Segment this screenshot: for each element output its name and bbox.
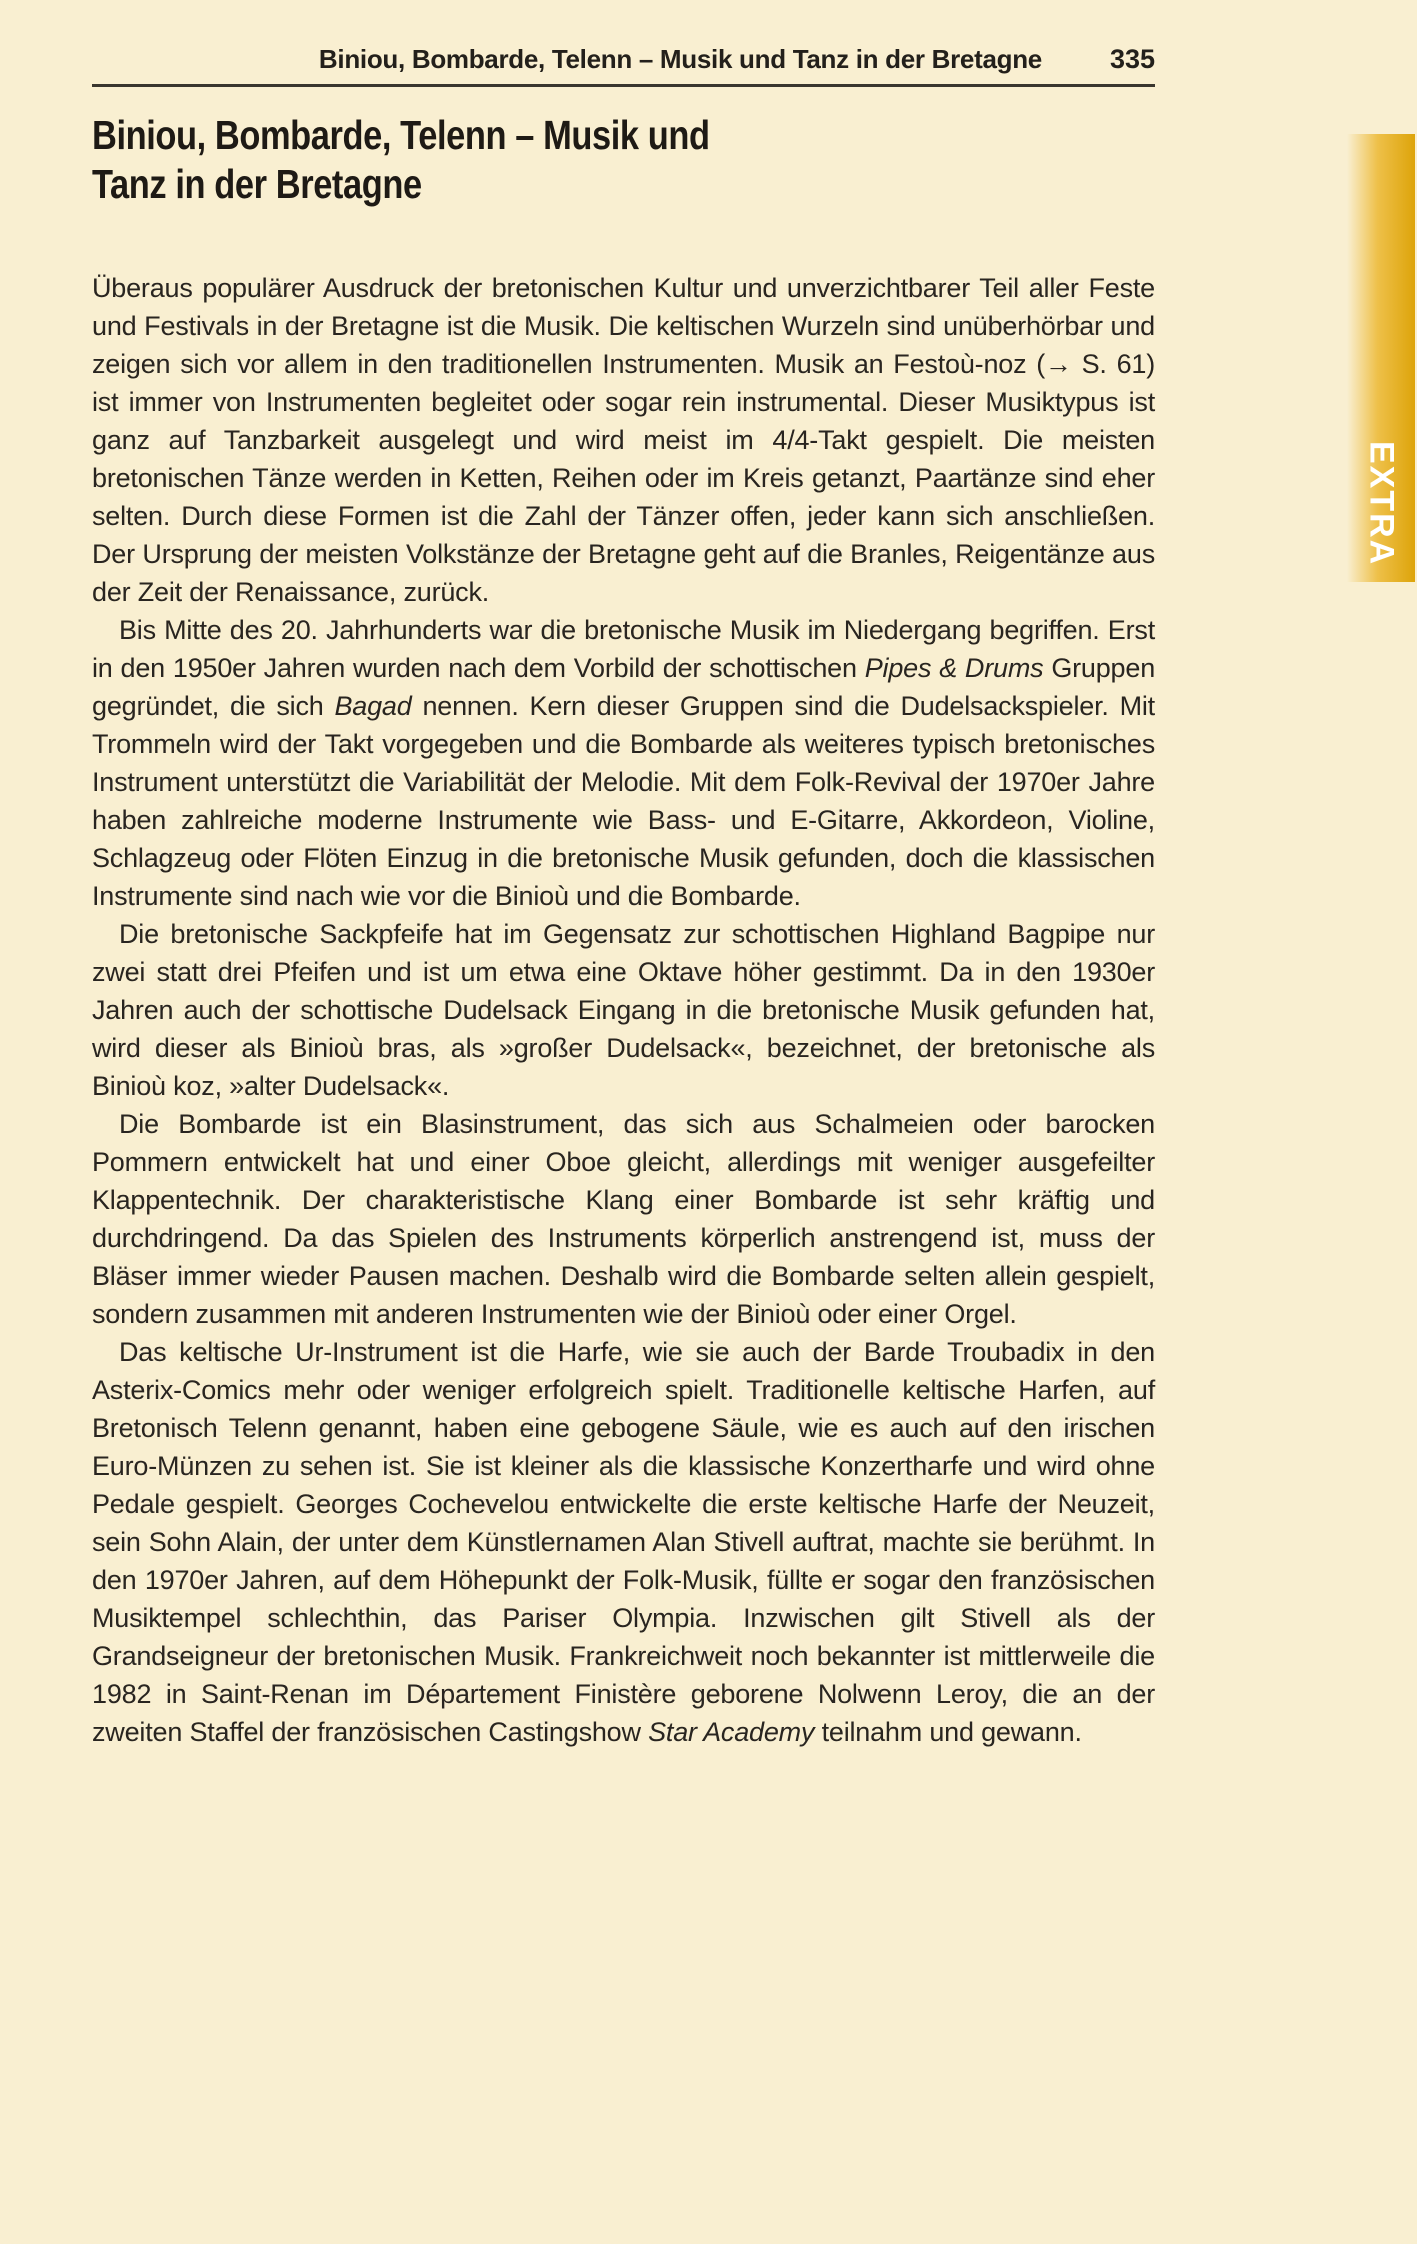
article-body bbox=[92, 269, 1155, 1751]
extra-tab-label: EXTRA bbox=[1362, 440, 1401, 566]
article-title-line2: Tanz in der Bretagne bbox=[92, 161, 422, 207]
page-header bbox=[92, 44, 1155, 87]
italic-text-segment: Pipes & Drums bbox=[864, 653, 1044, 683]
text-segment: Bis Mitte des 20. Jahrhunderts war die bretonische Musik im Niedergang begriffen. Erst in den 1950er Jahren wurden nach dem Vorbild der schottischen bbox=[92, 615, 1155, 683]
article-title bbox=[92, 111, 985, 209]
article-title-line1: Biniou, Bombarde, Telenn – Musik und bbox=[92, 112, 710, 158]
text-segment: Gruppen gegründet, die sich bbox=[92, 653, 1156, 721]
page-number: 335 bbox=[1109, 44, 1155, 74]
italic-text-segment: Bagad bbox=[334, 691, 412, 721]
running-header-title: Biniou, Bombarde, Telenn – Musik und Tanz in der Bretagne bbox=[318, 44, 1042, 74]
text-segment: Das keltische Ur-Instrument ist die Harfe, wie sie auch der Barde Troubadix in den Asterix-Comics mehr oder weniger erfolgreich spielt. Traditionelle keltische Harfen, auf Bretonisch Telenn genannt, haben eine gebogene Säule, wie es auch auf den irischen Euro-Münzen zu sehen ist. Sie ist kleiner als die klassische Konzertharfe und wird ohne Pedale gespielt. Georges Cochevelou entwickelte die erste keltische Harfe der Neuzeit, sein Sohn Alain, der unter dem Künstlernamen Alan Stivell auftrat, machte sie berühmt. In den 1970er Jahren, auf dem Höhepunkt der Folk-Musik, füllte er sogar den französischen Musiktempel schlechthin, das Pariser Olympia. Inzwischen gilt Stivell als der Grandseigneur der bretonischen Musik. Frankreichweit noch bekannter ist mittlerweile die 1982 in Saint-Renan im Département Finistère geborene Nolwenn Leroy, die an der zweiten Staffel der französischen Castingshow bbox=[92, 1337, 1155, 1747]
body-paragraph bbox=[92, 1105, 1155, 1333]
body-paragraph bbox=[92, 915, 1155, 1105]
body-paragraph bbox=[92, 1333, 1155, 1751]
text-segment: nennen. Kern dieser Gruppen sind die Dudelsackspieler. Mit Trommeln wird der Takt vorgegeben und die Bombarde als weiteres typisch bretonisches Instrument unterstützt die Variabilität der Melodie. Mit dem Folk-Revival der 1970er Jahre haben zahlreiche moderne Instrumente wie Bass- und E-Gitarre, Akkordeon, Violine, Schlagzeug oder Flöten Einzug in die bretonische Musik gefunden, doch die klassischen Instrumente sind nach wie vor die Binioù und die Bombarde. bbox=[92, 691, 1155, 911]
body-paragraph bbox=[92, 611, 1155, 915]
text-segment: Die Bombarde ist ein Blasinstrument, das sich aus Schalmeien oder barocken Pommern entwickelt hat und einer Oboe gleicht, allerdings mit weniger ausgefeilter Klappentechnik. Der charakteristische Klang einer Bombarde ist sehr kräftig und durchdringend. Da das Spielen des Instruments körperlich anstrengend ist, muss der Bläser immer wieder Pausen machen. Deshalb wird die Bombarde selten allein gespielt, sondern zusammen mit anderen Instrumenten wie der Binioù oder einer Orgel. bbox=[92, 1109, 1155, 1329]
text-segment: Überaus populärer Ausdruck der bretonischen Kultur und unverzichtbarer Teil aller Feste und Festivals in der Bretagne ist die Musik. Die keltischen Wurzeln sind unüberhörbar und zeigen sich vor allem in den traditionellen Instrumenten. Musik an Festoù-noz (→ S. 61) ist immer von Instrumenten begleitet oder sogar rein instrumental. Dieser Musiktypus ist ganz auf Tanzbarkeit ausgelegt und wird meist im 4/4-Takt gespielt. Die meisten bretonischen Tänze werden in Ketten, Reihen oder im Kreis getanzt, Paartänze sind eher selten. Durch diese Formen ist die Zahl der Tänzer offen, jeder kann sich anschließen. Der Ursprung der meisten Volkstänze der Bretagne geht auf die Branles, Reigentänze aus der Zeit der Renaissance, zurück. bbox=[92, 273, 1155, 607]
text-segment: teilnahm und gewann. bbox=[814, 1717, 1082, 1747]
extra-section-tab bbox=[1347, 134, 1415, 582]
text-column bbox=[92, 0, 1155, 1751]
body-paragraph bbox=[92, 269, 1155, 611]
italic-text-segment: Star Academy bbox=[648, 1717, 815, 1747]
text-segment: Die bretonische Sackpfeife hat im Gegensatz zur schottischen Highland Bagpipe nur zwei statt drei Pfeifen und ist um etwa eine Oktave höher gestimmt. Da in den 1930er Jahren auch der schottische Dudelsack Eingang in die bretonische Musik gefunden hat, wird dieser als Binioù bras, als »großer Dudelsack«, bezeichnet, der bretonische als Binioù koz, »alter Dudelsack«. bbox=[92, 919, 1155, 1101]
